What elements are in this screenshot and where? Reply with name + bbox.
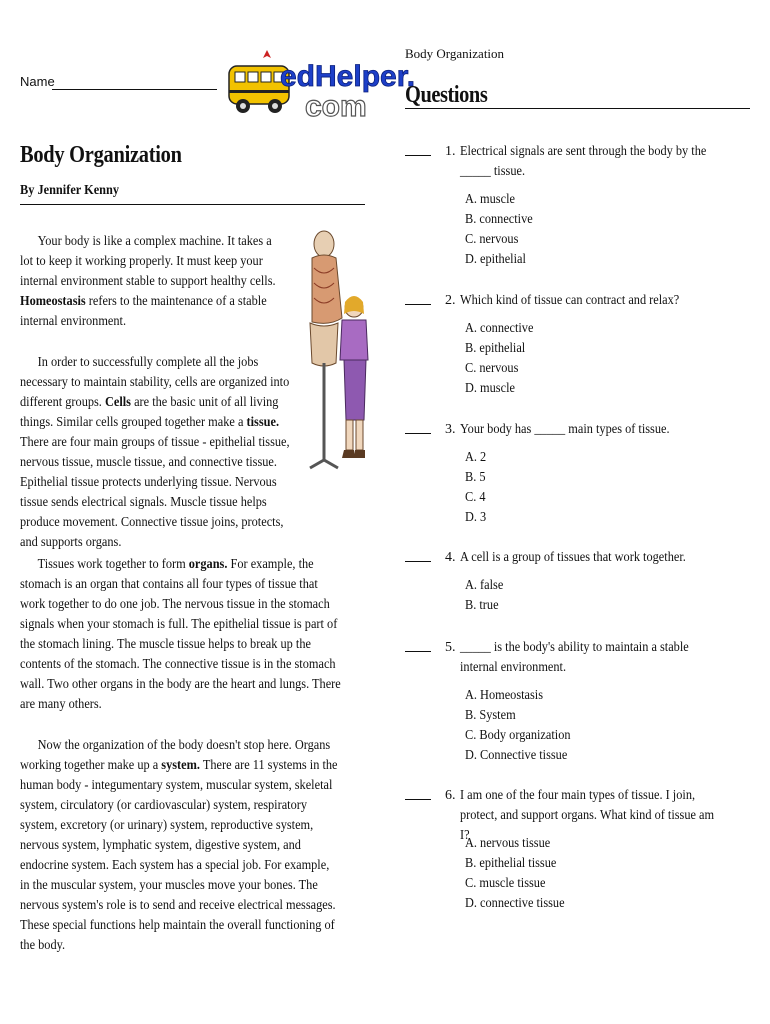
paragraph-text: There are 11 systems in the human body - integumentary system, muscular system, skeletal system, circulatory (or cardiovascular) system, respiratory system, excretory (or urinary) system, reproductive system, nervous system, lymphatic system, digestive system, and endocrine system. Each system has a special job. For example, in the muscular system, your muscles move your bones. The nervous system's role is to send and receive electrical messages. These special functions help maintain the overall functioning of the body. [20, 758, 338, 953]
bold-term: system. [161, 758, 200, 773]
questions-heading: Questions [405, 82, 488, 108]
paragraph-text: are the basic unit of all living things. Similar cells grouped together make a [20, 395, 279, 430]
question-stem: Which kind of tissue can contract and relax? [460, 293, 680, 308]
document-label: Body Organization [405, 46, 505, 61]
answer-option: A. connective [465, 321, 534, 336]
answer-option: D. muscle [465, 381, 515, 396]
answer-option: A. muscle [465, 192, 515, 207]
name-blank-line [52, 89, 217, 90]
title-rule [20, 204, 365, 205]
answer-option: D. epithelial [465, 252, 526, 267]
svg-text:edHelper.: edHelper. [280, 60, 416, 93]
paragraph-text: Tissues work together to form [37, 557, 189, 572]
answer-option: A. false [465, 578, 504, 593]
paragraph-text: For example, the stomach is an organ that contains all four types of tissue that work together to do one job. The nervous tissue in the stomach signals when your stomach is full. The epithelial tissue is part of the stomach lining. The muscle tissue helps to break up the contents of the stomach. The connective tissue is in the stomach wall. Two other organs in the body are the heart and lungs. There are many others. [20, 557, 341, 712]
article-author: By Jennifer Kenny [20, 183, 120, 198]
article-paragraph [20, 736, 341, 956]
name-label: Name [20, 74, 55, 89]
answer-blank[interactable] [405, 651, 431, 652]
answer-option: A. Homeostasis [465, 688, 544, 703]
paragraph-text: In order to successfully complete all the jobs necessary to maintain stability, cells are organized into different groups. [20, 355, 290, 410]
child-icon [340, 296, 368, 458]
paragraph-text: There are four main groups of tissue - epithelial tissue, nervous tissue, muscle tissue, and connective tissue. Epithelial tissue protects underlying tissue. Nervous tissue sends electrical signals. Muscle tissue helps produce movement. Connective tissue joins, protects, and supports organs. [20, 435, 290, 550]
answer-option: A. nervous tissue [465, 836, 551, 851]
answer-option: B. epithelial tissue [465, 856, 557, 871]
article-paragraph [20, 353, 297, 553]
question-number: 4. [445, 550, 456, 565]
edhelper-logo [225, 38, 416, 130]
paragraph-text: refers to the maintenance of a stable internal environment. [20, 294, 267, 329]
question-stem: A cell is a group of tissues that work together. [460, 550, 686, 565]
anatomy-illustration [292, 228, 377, 483]
answer-option: D. connective tissue [465, 896, 565, 911]
answer-blank[interactable] [405, 799, 431, 800]
question-number: 3. [445, 422, 456, 437]
answer-blank[interactable] [405, 561, 431, 562]
answer-blank[interactable] [405, 304, 431, 305]
question-number: 6. [445, 788, 456, 803]
article-paragraph [20, 232, 280, 332]
answer-option: B. 5 [465, 470, 486, 485]
bold-term: Cells [104, 395, 131, 410]
answer-option: B. true [465, 598, 499, 613]
svg-text:com: com [305, 90, 367, 123]
answer-blank[interactable] [405, 155, 431, 156]
answer-option: C. nervous [465, 232, 519, 247]
answer-option: C. Body organization [465, 728, 571, 743]
answer-option: B. connective [465, 212, 533, 227]
bold-term: Homeostasis [20, 294, 86, 309]
answer-option: B. System [465, 708, 516, 723]
question-number: 2. [445, 293, 456, 308]
answer-option: C. muscle tissue [465, 876, 546, 891]
paragraph-text: Your body is like a complex machine. It takes a lot to keep it working properly. It must keep your internal environment stable to support healthy cells. [20, 234, 276, 289]
answer-option: C. nervous [465, 361, 519, 376]
question-stem: I am one of the four main types of tissue. I join, protect, and support organs. What kind of tissue am I? [460, 788, 715, 843]
answer-option: D. Connective tissue [465, 748, 568, 763]
answer-option: D. 3 [465, 510, 487, 525]
question-number: 1. [445, 144, 456, 159]
question-stem: Electrical signals are sent through the body by the _____ tissue. [460, 144, 707, 179]
questions-rule [405, 108, 750, 109]
question-stem: _____ is the body's ability to maintain a stable internal environment. [460, 640, 689, 675]
answer-blank[interactable] [405, 433, 431, 434]
bold-term: tissue. [246, 415, 280, 430]
article-paragraph [20, 555, 341, 715]
anatomy-mannequin-icon [310, 231, 342, 468]
question-stem: Your body has _____ main types of tissue. [460, 422, 670, 437]
question-number: 5. [445, 640, 456, 655]
answer-option: A. 2 [465, 450, 487, 465]
bold-term: organs. [188, 557, 228, 572]
article-title: Body Organization [20, 142, 182, 168]
answer-option: B. epithelial [465, 341, 526, 356]
answer-option: C. 4 [465, 490, 486, 505]
paragraph-text: Now the organization of the body doesn't stop here. Organs working together make up a [20, 738, 331, 773]
